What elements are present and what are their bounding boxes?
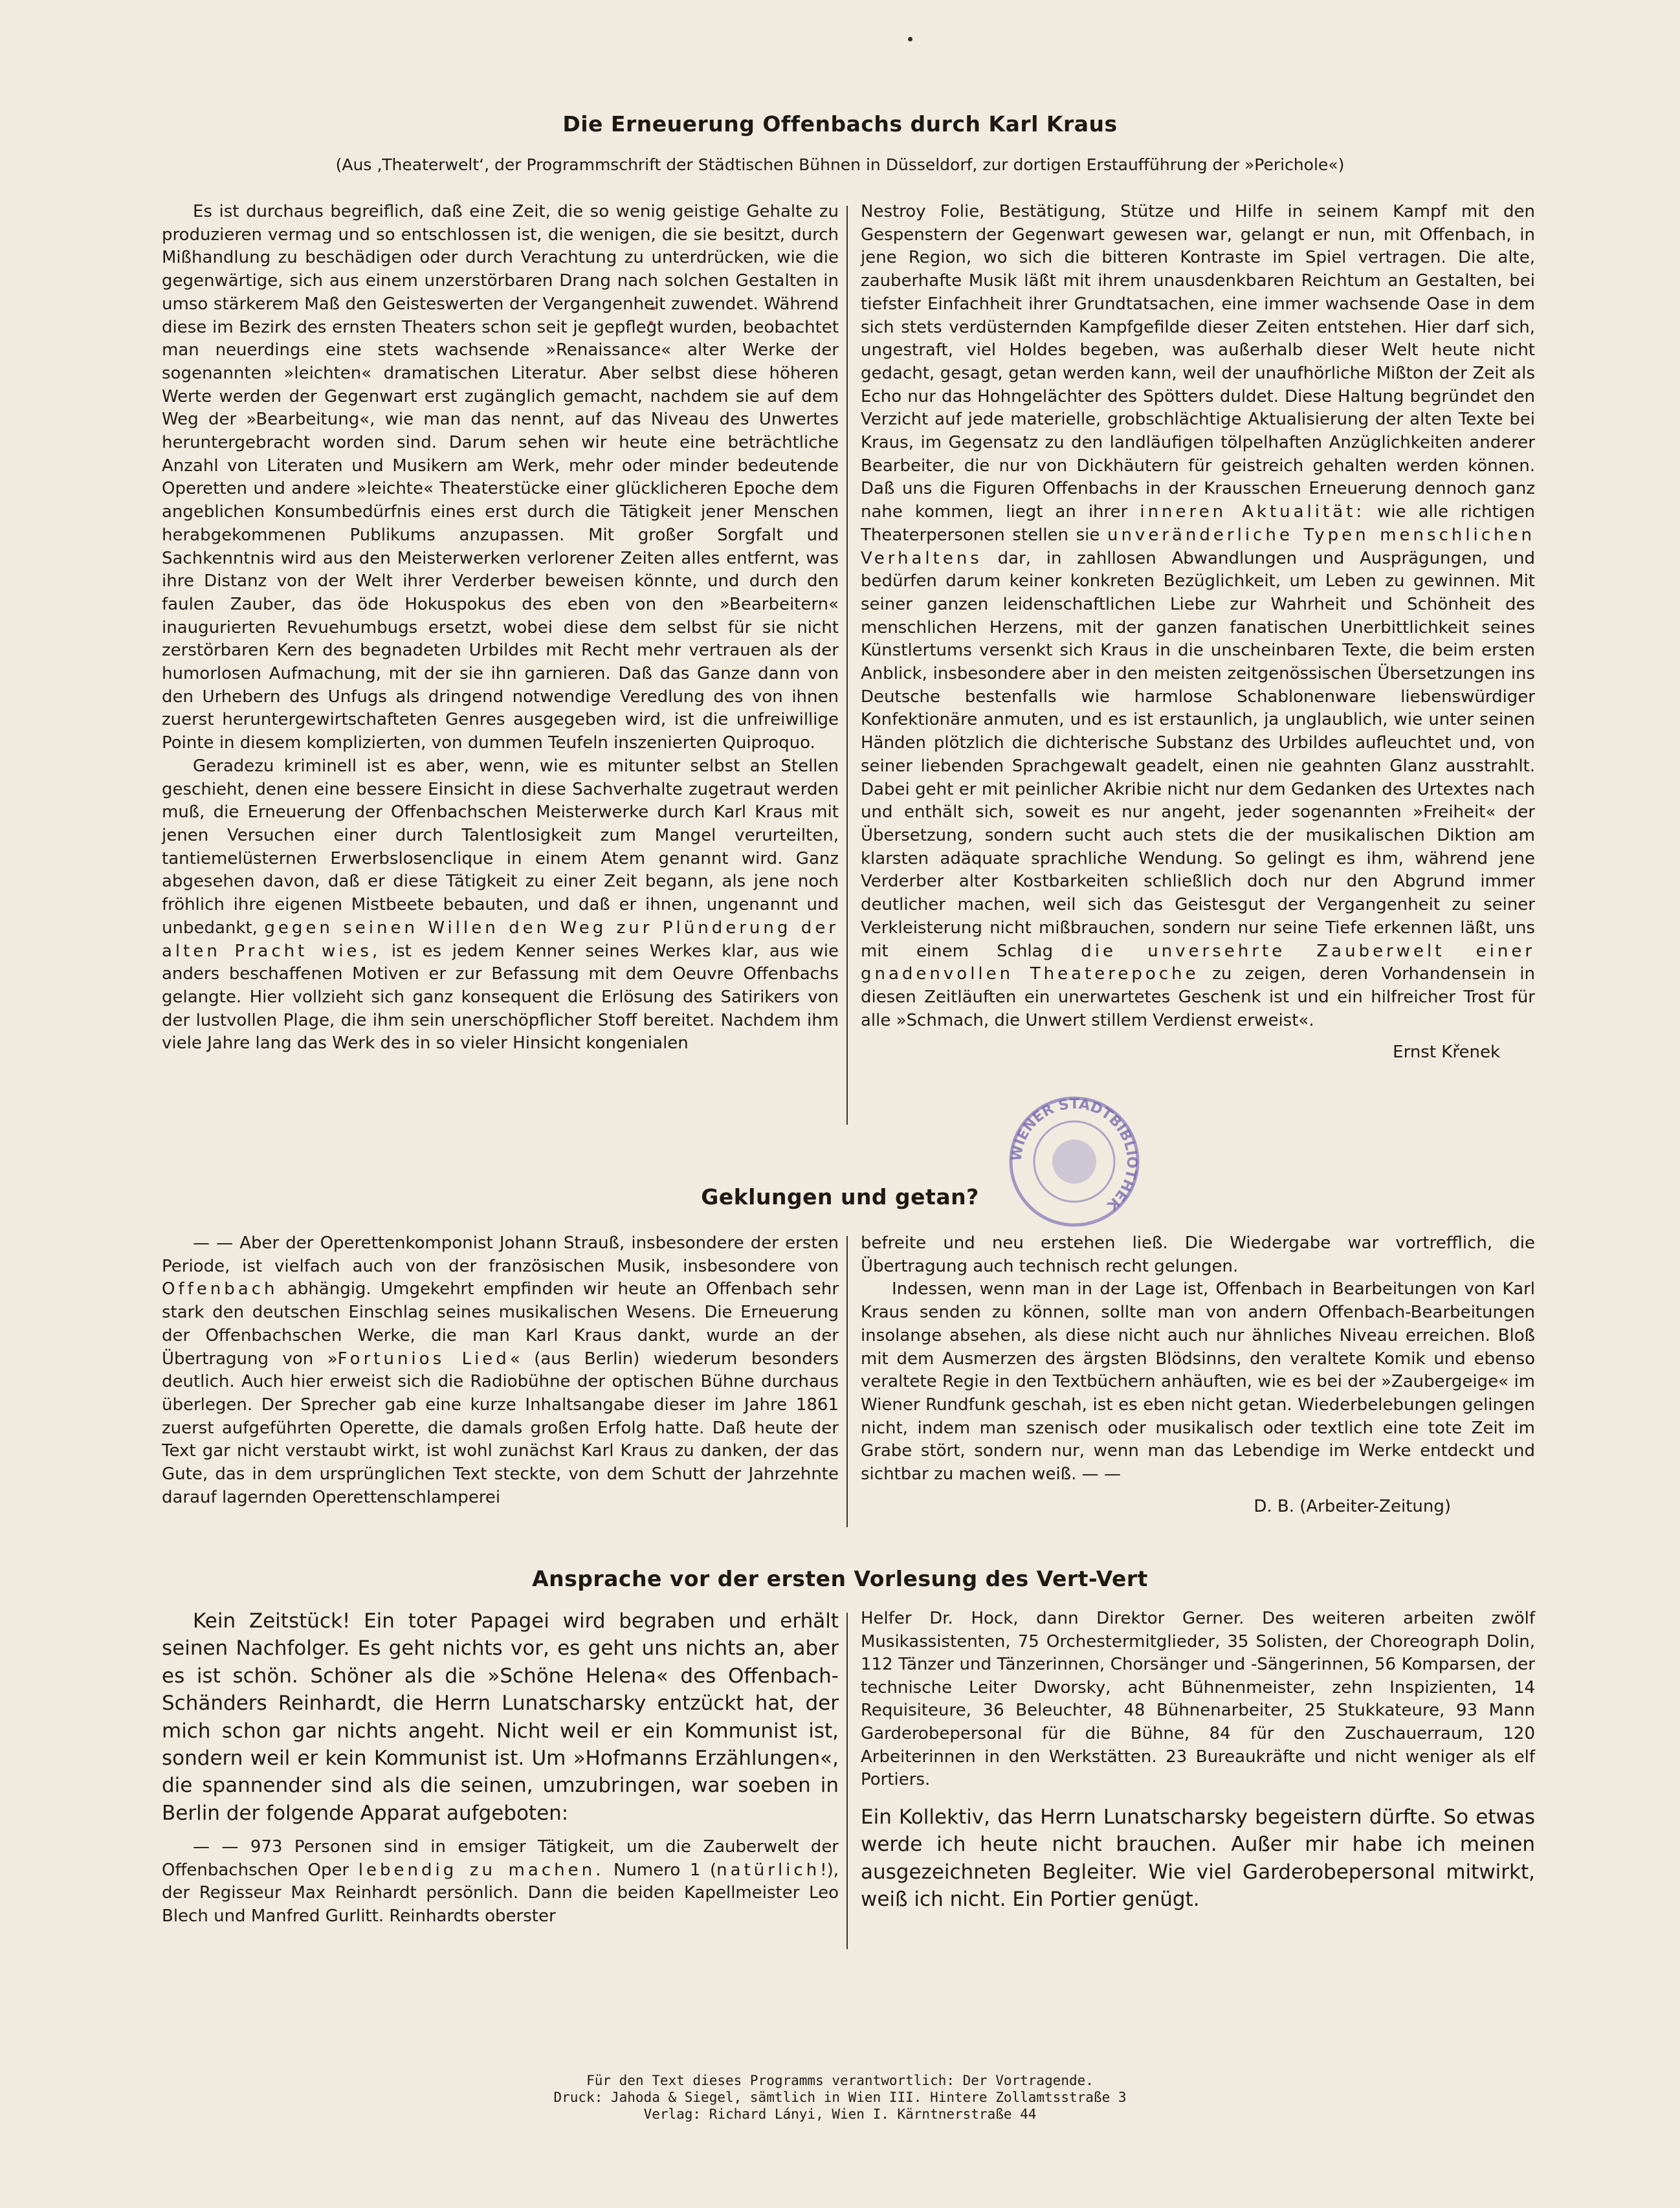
article2-left-column — [162, 1232, 839, 1509]
article1-title: Die Erneuerung Offenbachs durch Karl Kraus — [562, 111, 1118, 137]
article1-paragraph — [162, 755, 839, 1055]
text-run: Nestroy Folie, Bestätigung, Stütze und Hilfe in seinem Kampf mit den Gespenstern der Gegenwart gewesen war, gelangt er nun, mit Offenbach, in jene Region, wo sich die bitteren Kontraste im Spiel vertragen. Die alte, zauberhafte Musik läßt mit ihrem unausdenkbaren Reichtum an Gestalten, bei tiefster Einfachheit ihrer Grundtatsachen, eine immer wachsende Oase in dem sich stets verdüsternden Kampfgefilde dieser Zeiten entstehen. Hier darf sich, ungestraft, viel Holdes begeben, was außerhalb dieser Welt heute nicht gedacht, gesagt, getan werden kann, weil der unaufhörliche Mißton der Zeit als Echo nur das Hohngelächter des Spötters duldet. Diese Haltung begründet den Verzicht auf jede materielle, grobschlächtige Aktualisierung der alten Texte bei Kraus, im Gegensatz zu den landläufigen tölpelhaften Anzüglichkeiten anderer Bearbeiter, die nur von Dickhäutern für geistreich gehalten werden können. Daß uns die Figuren Offenbachs in der Krausschen Erneuerung dennoch ganz nahe kommen, liegt an ihrer — [861, 202, 1535, 522]
article3-paragraph: Kein Zeitstück! Ein toter Papagei wird begraben und erhält seinen Nachfolger. Es geht nichts vor, es geht uns nichts an, aber es ist schön. Schöner als die »Schöne Helena« des Offenbach-Schänders Reinhardt, die Herrn Lunatscharsky entzückt hat, der mich schon gar nichts angeht. Nicht weil er ein Kommunist ist, sondern weil er kein Kommunist ist. Um »Hofmanns Erzählungen«, die spannender sind als die seinen, umzubringen, war soeben in Berlin der folgende Apparat aufgeboten: — [162, 1609, 839, 1825]
text-run: Numero 1 ( — [613, 1860, 717, 1880]
ink-dot — [908, 37, 912, 41]
spaced-emphasis: lebendig zu machen. — [358, 1860, 604, 1880]
article1-paragraph: Es ist durchaus begreiflich, daß eine Zeit, die so wenig geistige Gehalte zu produzieren vermag und so entschlossen ist, die wenigen, die sie besitzt, durch Mißhandlung zu beschädigen oder durch Verachtung zu unterdrücken, wie die gegenwärtige, sich aus einem unzerstörbaren Drang nach solchen Gestalten in umso stärkerem Maß den Geisteswerten der Vergangenheit zuwendet. Während diese im Bezirk des ernsten Theaters schon seit je gepflegt wurden, beobachtet man neuerdings eine stets wachsende »Renaissance« alter Werke der sogenannten »leichten« dramatischen Literatur. Aber selbst diese höheren Werte werden der Gegenwart erst zugänglich gemacht, nachdem sie auf dem Weg der »Bearbeitung«, wie man das nennt, auf das Niveau des Unwertes heruntergebracht worden sind. Darum sehen wir heute eine beträchtliche Anzahl von Literaten und Musikern am Werk, mehr oder minder bedeutende Operetten und andere »leichte« Theaterstücke einer glücklicheren Epoche dem angeblichen Konsumbedürfnis eines erst durch die Tätigkeit jener Menschen herabgekommenen Publikums anzupassen. Mit großer Sorgfalt und Sachkenntnis wird aus den Meisterwerken verlorener Zeiten alles entfernt, was ihre Distanz von der Welt ihrer Verderber beweisen könnte, und durch den faulen Zauber, das öde Hokuspokus des eben von den »Bearbeitern« inaugurierten Revuehumbugs ersetzt, wobei diese dem selbst für sie nicht zerstörbaren Kern des begnadeten Urbildes mit Recht mehr vertrauen als der humorlosen Aufmachung, mit der sie ihn garnieren. Daß das Ganze dann von den Urhebern des Unfugs als dringend notwendige Veredlung des von ihnen zuerst heruntergewirtschafteten Genres ausgegeben wird, ist die unfreiwillige Pointe in diesem komplizierten, von dummen Teufeln inszenierten Quiproquo. — [162, 202, 839, 753]
text-run: dar, in zahllosen Abwandlungen und Ausprägungen, und bedürfen darum keiner konkreten Bezüglichkeit, um Leben zu gewinnen. Mit seiner ganzen leidenschaftlichen Liebe zur Wahrheit und Schönheit des menschlichen Herzens, mit der ganzen fanatischen Unerbittlichkeit seines Künstlertums versenkt sich Kraus in die unscheinbaren Texte, die beim ersten Anblick, insbesondere aber in den meisten zeitgenössischen Übersetzungen ins Deutsche bestenfalls wie harmlose Schablonenware liebenswürdiger Konfektionäre anmuten, und es ist erstaunlich, ja unglaublich, wie unter seinen Händen plötzlich die dichterische Substanz des Urbildes aufleuchtet und, von seiner liebenden Sprachgewalt geadelt, einen nie geahnten Glanz ausstrahlt. Dabei geht er mit peinlicher Akribie nicht nur dem Gedanken des Urtextes nach und enthält sich, soweit es nur angeht, jeder sogenannten »Freiheit« der Übersetzung, sondern sucht auch stets die der musikalischen Diktion am klarsten adäquate sprachliche Wendung. So gelingt es ihm, während jene Verderber alter Kostbarkeiten schließlich doch nur den Abgrund immer deutlicher machen, weil sich das Geistesgut der Vergangenheit zu seiner Verkleisterung nicht mißbrauchen, sondern nur seine Tiefe erkennen läßt, uns mit einem Schlag — [861, 548, 1535, 961]
spaced-emphasis: die unversehrte Zauberwelt einer gnadenvollen Theaterepoche — [861, 941, 1536, 984]
text-run: wie alle richtigen Theaterpersonen stellen sie — [861, 502, 1536, 545]
article2-paragraph — [162, 1232, 839, 1509]
article1-left-column — [162, 201, 839, 1055]
spaced-emphasis: unveränderliche Typen menschlichen Verhaltens — [861, 525, 1536, 568]
text-run: Geradezu kriminell ist es aber, wenn, wie es mitunter selbst an Stellen geschieht, denen eine bessere Einsicht in diese Sachverhalte zugetraut werden muß, die Erneuerung der Offenbachschen Meisterwerke durch Karl Kraus mit jenen Versuchen einer durch Talentlosigkeit zum Mangel verurteilten, tantiemelüsternen Erwerbslosenclique in einem Atem genannt wird. Ganz abgesehen davon, daß er diese Tätigkeit zu einer Zeit begann, als jene noch fröhlich ihre eigenen Mistbeete bebauten, und daß er ihnen, ungenannt und unbedankt, — [162, 756, 839, 938]
svg-text:WIENER STADTBIBLIOTHEK: WIENER STADTBIBLIOTHEK — [1008, 1096, 1140, 1213]
article2-paragraph: befreite und neu erstehen ließ. Die Wiedergabe war vortrefflich, die Übertragung auch technisch recht gelungen. — [861, 1233, 1535, 1276]
article1-subtitle: (Aus ‚Theaterwelt‘, der Programmschrift der Städtischen Bühnen in Düsseldorf, zur dortigen Erstaufführung der »Perichole«) — [335, 155, 1345, 174]
spaced-emphasis: Fortunios Lied — [337, 1349, 510, 1369]
text-run: !), der Regisseur Max Reinhardt persönlich. Dann die beiden Kapellmeister Leo Blech und Manfred Gurlitt. Reinhardts oberster — [162, 1860, 839, 1926]
spaced-emphasis: gegen seinen Willen den Weg zur Plünderung der alten Pracht wies, — [162, 918, 839, 961]
footer-line: Verlag: Richard Lányi, Wien I. Kärntnerstraße 44 — [643, 2106, 1037, 2122]
article1-signature: Ernst Křenek — [1393, 1043, 1500, 1063]
article2-paragraph: Indessen, wenn man in der Lage ist, Offenbach in Bearbeitungen von Karl Kraus senden zu können, sollte man von andern Offenbach-Bearbeitungen insolange absehen, als diese nicht auch nur ähnliches Niveau erreichen. Bloß mit dem Ausmerzen des ärgsten Blödsinns, den veraltete Komik und ebenso veraltete Regie in den Textbüchern anhäuften, wie es bei der »Zaubergeige« im Wiener Rundfunk geschah, ist es eben nicht getan. Wiederbelebungen gelingen nicht, indem man szenisch oder musikalisch oder textlich eine tote Zeit im Grabe stört, sondern nur, wenn man das Lebendige im Werke entdeckt und sichtbar zu machen weiß. — — — [861, 1279, 1535, 1485]
spaced-emphasis: natürlich — [716, 1860, 821, 1880]
article3-paragraph: Ein Kollektiv, das Herrn Lunatscharsky begeistern dürfte. So etwas werde ich heute nicht brauchen. Außer mir habe ich meinen ausgezeichneten Begleiter. Wie viel Garderobepersonal mitwirkt, weiß ich nicht. Ein Portier genügt. — [861, 1805, 1535, 1911]
footer-imprint — [0, 2072, 1680, 2123]
article2-title: Geklungen und getan? — [701, 1184, 979, 1209]
text-run: ist es jedem Kenner seines Werkes klar, aus wie anders beschaffenen Motiven er zur Befassung mit dem Oeuvre Offenbachs gelangte. Hier vollzieht sich ganz konsequent die Erlösung des Satirikers von der lustvollen Plage, die ihm sein unerschöpflicher Stoff bereitet. Nachdem ihm viele Jahre lang das Werk des in so vieler Hinsicht kongenialen — [162, 941, 839, 1054]
article1-paragraph — [861, 201, 1535, 1032]
text-run: zu zeigen, deren Vorhandensein in diesen Zeitläuften ein unerwartetes Geschenk ist und ein hilfreicher Trost für alle »Schmach, die Unwert stillem Verdienst erweist«. — [861, 964, 1536, 1030]
footer-line: Für den Text dieses Programms verantwortlich: Der Vortragende. — [586, 2073, 1094, 2088]
article3-paragraph — [162, 1836, 839, 1928]
column-divider — [846, 206, 848, 1125]
spaced-emphasis: Offenbach — [162, 1279, 278, 1299]
article3-left-column — [162, 1607, 839, 1928]
column-divider — [846, 1236, 848, 1527]
text-run: — — Aber der Operettenkomponist Johann Strauß, insbesondere der ersten Periode, ist vielfach auch von der französischen Musik, insbesondere von — [162, 1233, 839, 1276]
article3-paragraph: Helfer Dr. Hock, dann Direktor Gerner. Des weiteren arbeiten zwölf Musikassistenten, 75 Orchestermitglieder, 35 Solisten, der Choreograph Dolin, 112 Tänzer und Tänzerinnen, Chorsänger und -Sängerinnen, 56 Komparsen, der technische Leiter Dworsky, acht Bühnenmeister, zehn Inspizienten, 14 Requisiteure, 36 Beleuchter, 48 Bühnenarbeiter, 25 Stukkateure, 93 Mann Garderobepersonal für die Bühne, 84 für den Zuschauerraum, 120 Arbeiterinnen in den Werkstätten. 23 Bureaukräfte und nicht weniger als elf Portiers. — [861, 1609, 1535, 1790]
article2-right-column — [861, 1232, 1535, 1518]
text-run: « (aus Berlin) wiederum besonders deutlich. Auch hier erweist sich die Radiobühne der optischen Bühne durchaus überlegen. Der Sprecher gab eine kurze Inhaltsangabe dieser im Jahre 1861 zuerst aufgeführten Operette, die damals großen Erfolg hatte. Daß heute der Text gar nicht verstaubt wirkt, ist wohl zunächst Karl Kraus zu danken, der das Gute, das in dem ursprünglichen Text steckte, von dem Schutt der Jahrzehnte darauf lagernden Operettenschlamperei — [162, 1349, 839, 1507]
spaced-emphasis: inneren Aktualität: — [1140, 502, 1365, 522]
article3-title: Ansprache vor der ersten Vorlesung des Vert-Vert — [532, 1566, 1148, 1591]
article3-right-column — [861, 1607, 1535, 1913]
text-run: abhängig. Umgekehrt empfinden wir heute an Offenbach sehr stark den deutschen Einschlag seines musikalischen Wesens. Die Erneuerung der Offenbachschen Werke, die man Karl Kraus dankt, wurde an der Übertragung von » — [162, 1279, 839, 1369]
text-run: — — 973 Personen sind in emsiger Tätigkeit, um die Zauberwelt der Offenbachschen Oper — [162, 1837, 839, 1880]
column-divider — [846, 1613, 848, 1949]
article2-signature: D. B. (Arbeiter-Zeitung) — [1254, 1496, 1451, 1516]
footer-line: Druck: Jahoda & Siegel, sämtlich in Wien III. Hintere Zollamtsstraße 3 — [553, 2090, 1127, 2105]
article1-right-column — [861, 201, 1535, 1065]
